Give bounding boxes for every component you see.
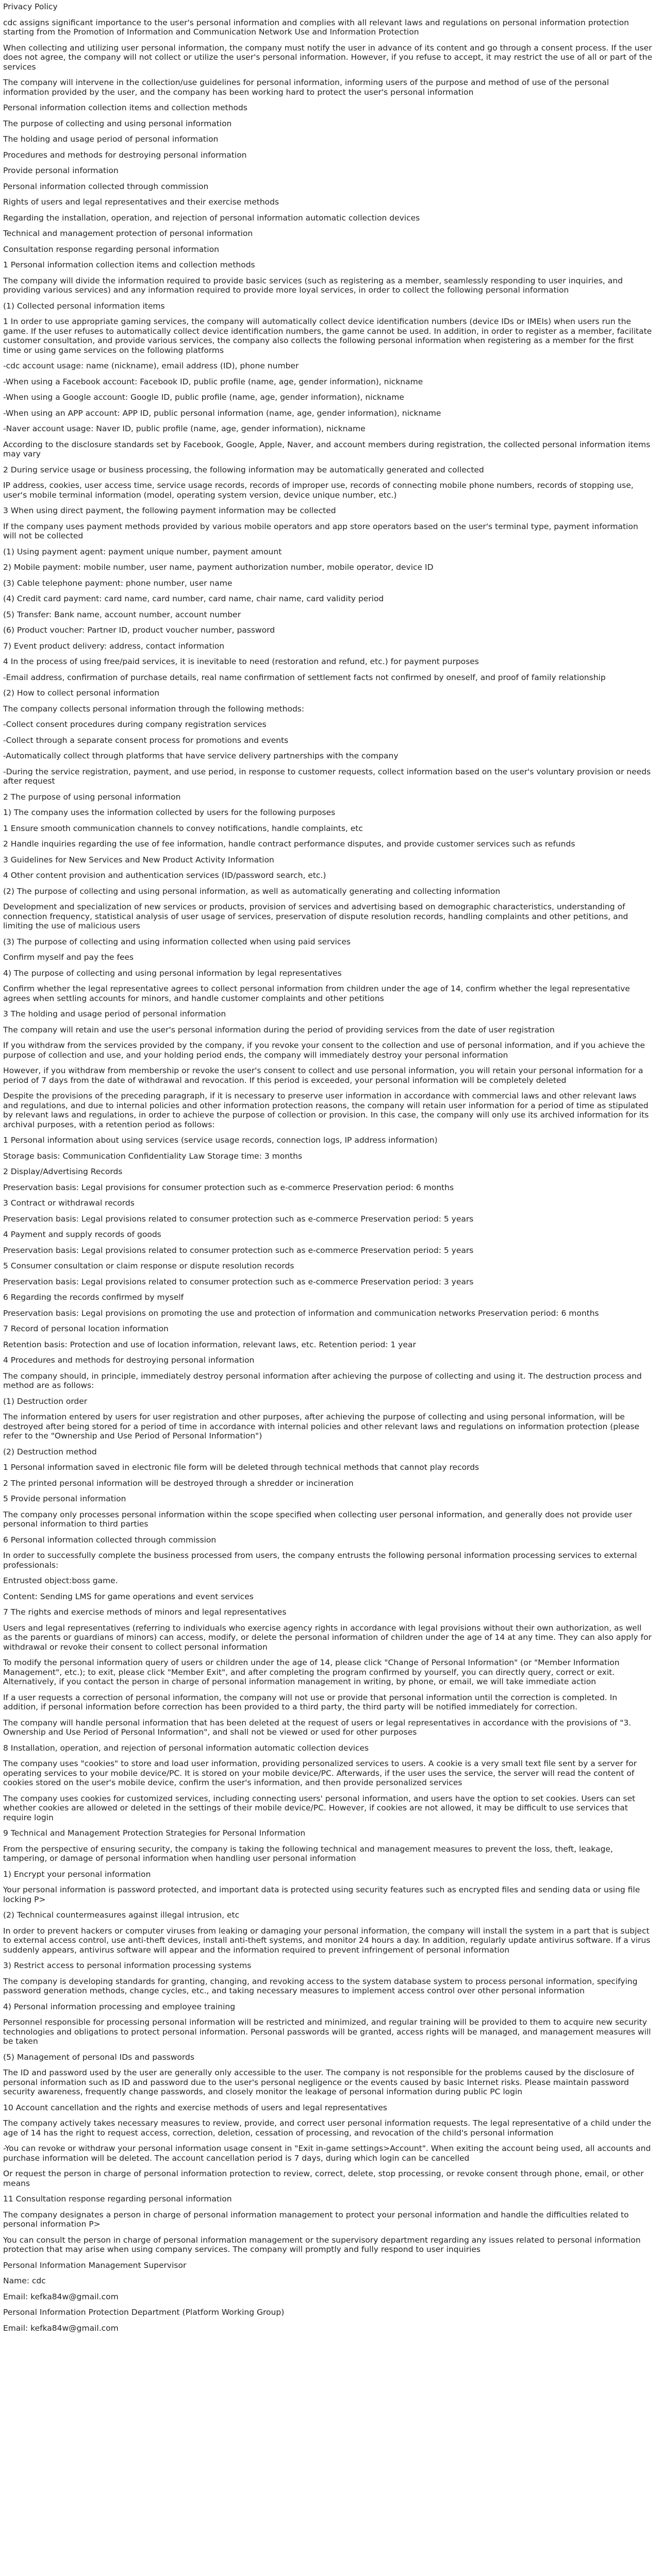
policy-paragraph: 7 Record of personal location information <box>3 1324 169 1333</box>
policy-paragraph: (3) Cable telephone payment: phone number, user name <box>3 578 233 588</box>
policy-paragraph: Or request the person in charge of personal information protection to review, correct, delete, stop processing, or revoke consent through phone, email, or other means <box>3 2169 644 2188</box>
policy-paragraph: Storage basis: Communication Confidentiality Law Storage time: 3 months <box>3 1151 303 1161</box>
policy-paragraph: Preservation basis: Legal provisions related to consumer protection such as e-commerce Preservation period: 5 years <box>3 1214 474 1224</box>
policy-paragraph: In order to successfully complete the business processed from users, the company entrusts the following personal information processing services to external professionals: <box>3 1551 637 1570</box>
policy-paragraph: 2 The purpose of using personal information <box>3 792 181 802</box>
policy-paragraph: -When using a Google account: Google ID, public profile (name, age, gender information), nickname <box>3 393 404 402</box>
policy-paragraph: Preservation basis: Legal provisions related to consumer protection such as e-commerce Preservation period: 3 years <box>3 1277 474 1286</box>
policy-paragraph: (3) The purpose of collecting and using information collected when using paid services <box>3 937 351 946</box>
policy-paragraph: 2 Handle inquiries regarding the use of fee information, handle contract performance disputes, and provide customer services such as refunds <box>3 839 575 849</box>
policy-paragraph: 2 Display/Advertising Records <box>3 1167 123 1176</box>
policy-paragraph: 10 Account cancellation and the rights and exercise methods of users and legal representatives <box>3 2103 387 2112</box>
policy-paragraph: 3 Contract or withdrawal records <box>3 1198 135 1208</box>
policy-paragraph: 6 Personal information collected through commission <box>3 1535 217 1545</box>
policy-paragraph: The purpose of collecting and using personal information <box>3 118 232 128</box>
policy-paragraph: 4 Procedures and methods for destroying personal information <box>3 1355 255 1365</box>
policy-paragraph: cdc assigns significant importance to the user's personal information and complies with all relevant laws and regulations on personal information protection starting from the Promotion of Information and Communication Network Use and Information Protection <box>3 18 629 37</box>
policy-paragraph: Name: cdc <box>3 2276 46 2285</box>
policy-paragraph: Content: Sending LMS for game operations and event services <box>3 1591 254 1601</box>
policy-paragraph: Personal information collection items and collection methods <box>3 103 247 112</box>
policy-paragraph: -You can revoke or withdraw your personal information usage consent in "Exit in-game settings>Account". When exiting the account being used, all accounts and purchase information will be deleted. The account cancellation period is 7 days, during which login can be cancelled <box>3 2144 651 2163</box>
policy-paragraph: 1 Personal information saved in electronic file form will be deleted through technical methods that cannot play records <box>3 1463 479 1472</box>
policy-paragraph: -Automatically collect through platforms that have service delivery partnerships with the company <box>3 751 399 760</box>
policy-paragraph: The company actively takes necessary measures to review, provide, and correct user personal information requests. The legal representative of a child under the age of 14 has the right to request access, correction, deletion, cessation of processing, and revocation of the child's personal information <box>3 2119 652 2138</box>
policy-paragraph: Users and legal representatives (referring to individuals who exercise agency rights in accordance with legal provisions without their own authorization, as well as the parents or guardians of minors) can access, modify, or delete the personal information of children under the age of 14 at any time. They can also apply for withdrawal or revoke their consent to collect personal information <box>3 1623 652 1652</box>
policy-paragraph: Personnel responsible for processing personal information will be restricted and minimized, and regular training will be provided to them to acquire new security technologies and obligations to protect personal information. Personal passwords will be granted, access rights will be managed, and management measures will be taken <box>3 2018 651 2046</box>
policy-paragraph: Confirm whether the legal representative agrees to collect personal information from children under the age of 14, confirm whether the legal representative agrees when settling accounts for minors, and handle customer complaints and other petitions <box>3 984 630 1003</box>
policy-paragraph: Email: kefka84w@gmail.com <box>3 2323 119 2333</box>
policy-paragraph: The holding and usage period of personal information <box>3 134 219 144</box>
policy-paragraph: 3 Guidelines for New Services and New Product Activity Information <box>3 855 274 865</box>
policy-paragraph: 7 The rights and exercise methods of minors and legal representatives <box>3 1607 287 1617</box>
policy-paragraph: In order to prevent hackers or computer viruses from leaking or damaging your personal information, the company will install the system in a part that is subject to external access control, use anti-theft devices, install anti-theft systems, and monitor 24 hours a day. In addition, regularly update antivirus software. If a virus suddenly appears, antivirus software will appear and the information required to prevent infringement of personal information <box>3 1926 651 1955</box>
policy-paragraph: Rights of users and legal representatives and their exercise methods <box>3 197 279 207</box>
policy-paragraph: -When using an APP account: APP ID, public personal information (name, age, gender information), nickname <box>3 408 441 418</box>
policy-paragraph: 7) Event product delivery: address, contact information <box>3 641 225 651</box>
policy-paragraph: To modify the personal information query of users or children under the age of 14, please click "Change of Personal Information" (or "Member Information Management", etc.); to exit, please click "Member Exit", and after completing the program confirmed by yourself, you can directly query, correct or exit. Alternatively, if you contact the person in charge of personal information management in writing, by phone, or email, we will take immediate action <box>3 1658 620 1686</box>
policy-paragraph: (2) How to collect personal information <box>3 688 160 698</box>
policy-paragraph: 2) Mobile payment: mobile number, user name, payment authorization number, mobile operator, device ID <box>3 563 434 572</box>
policy-paragraph: 11 Consultation response regarding personal information <box>3 2194 232 2204</box>
policy-paragraph: 3 The holding and usage period of personal information <box>3 1009 226 1019</box>
policy-paragraph: -Collect consent procedures during company registration services <box>3 720 267 729</box>
policy-paragraph: (1) Destruction order <box>3 1396 88 1406</box>
policy-paragraph: Personal Information Protection Department (Platform Working Group) <box>3 2308 285 2317</box>
policy-paragraph: 4 Payment and supply records of goods <box>3 1230 161 1239</box>
policy-paragraph: The company collects personal information through the following methods: <box>3 704 305 714</box>
policy-paragraph: Despite the provisions of the preceding paragraph, if it is necessary to preserve user information in accordance with commercial laws and other relevant laws and regulations, and due to internal policies and other information protection reasons, the company will retain user information for a period of time as stipulated by relevant laws and regulations, in order to achieve the purpose of collection or provision. In this case, the company will only use its archived information for its archival purposes, with a retention period as follows: <box>3 1091 649 1129</box>
policy-paragraph: The company uses "cookies" to store and load user information, providing personalized services to users. A cookie is a very small text file sent by a server for operating services to your mobile device/PC. It is stored on your mobile device/PC. Afterwards, if the user uses the service, the server will read the content of cookies stored on the user's mobile device, confirm the user's information, and then provide personalized services <box>3 1759 637 1787</box>
policy-paragraph: Preservation basis: Legal provisions related to consumer protection such as e-commerce Preservation period: 5 years <box>3 1245 474 1255</box>
policy-paragraph: -cdc account usage: name (nickname), email address (ID), phone number <box>3 361 299 370</box>
policy-paragraph: 1) Encrypt your personal information <box>3 1869 151 1879</box>
policy-paragraph: (2) Destruction method <box>3 1447 97 1456</box>
policy-paragraph: Email: kefka84w@gmail.com <box>3 2292 119 2301</box>
policy-paragraph: You can consult the person in charge of personal information management or the supervisory department regarding any issues related to personal information protection that may arise when using company services. The company will promptly and fully respond to user inquiries <box>3 2235 641 2254</box>
policy-paragraph: The company will retain and use the user's personal information during the period of providing services from the date of user registration <box>3 1025 555 1035</box>
policy-paragraph: The company designates a person in charge of personal information management to protect your personal information and handle the difficulties related to personal information P> <box>3 2210 629 2229</box>
policy-paragraph: Personal information collected through commission <box>3 181 209 191</box>
policy-paragraph: -Email address, confirmation of purchase details, real name confirmation of settlement facts not confirmed by oneself, and proof of family relationship <box>3 672 606 682</box>
policy-paragraph: 6 Regarding the records confirmed by myself <box>3 1293 184 1302</box>
policy-paragraph: However, if you withdraw from membership or revoke the user's consent to collect and use personal information, you will retain your personal information for a period of 7 days from the date of withdrawal and revocation. If this period is exceeded, your personal information will be completely deleted <box>3 1066 643 1085</box>
policy-paragraph: 2 During service usage or business processing, the following information may be automatically generated and collected <box>3 465 484 474</box>
policy-paragraph: 1 Personal information about using services (service usage records, connection logs, IP address information) <box>3 1136 438 1145</box>
policy-paragraph: Confirm myself and pay the fees <box>3 953 134 962</box>
policy-paragraph: Preservation basis: Legal provisions on promoting the use and protection of information and communication networks Preservation period: 6 months <box>3 1308 599 1318</box>
policy-paragraph: Development and specialization of new services or products, provision of services and advertising based on demographic characteristics, understanding of connection frequency, statistical analysis of user usage of services, preservation of dispute resolution records, handling complaints and other petitions, and limiting the use of malicious users <box>3 902 628 930</box>
policy-paragraph: The company will intervene in the collection/use guidelines for personal information, informing users of the purpose and method of use of the personal information provided by the user, and the company has been working hard to protect the user's personal information <box>3 78 609 97</box>
policy-paragraph: The company is developing standards for granting, changing, and revoking access to the system database system to process personal information, specifying password generation methods, change cycles, etc., and taking necessary measures to implement access control over other personal information <box>3 1976 638 1995</box>
policy-paragraph: 1 Personal information collection items and collection methods <box>3 260 255 269</box>
policy-paragraph: -During the service registration, payment, and use period, in response to customer requests, collect information based on the user's voluntary provision or needs after request <box>3 767 651 786</box>
policy-paragraph: 4) The purpose of collecting and using personal information by legal representatives <box>3 968 342 978</box>
policy-paragraph: 1) The company uses the information collected by users for the following purposes <box>3 808 336 817</box>
policy-paragraph: According to the disclosure standards set by Facebook, Google, Apple, Naver, and account members during registration, the collected personal information items may vary <box>3 439 651 459</box>
policy-paragraph: 4) Personal information processing and employee training <box>3 2002 236 2011</box>
policy-paragraph: IP address, cookies, user access time, service usage records, records of improper use, records of connecting mobile phone numbers, records of stopping use, user's mobile terminal information (model, operating system version, device unique number, etc.) <box>3 481 634 500</box>
policy-paragraph: The company only processes personal information within the scope specified when collecting user personal information, and generally does not provide user personal information to third parties <box>3 1510 633 1529</box>
policy-paragraph: (4) Credit card payment: card name, card number, card name, chair name, card validity period <box>3 594 384 603</box>
policy-paragraph: Consultation response regarding personal information <box>3 244 219 254</box>
policy-paragraph: Procedures and methods for destroying personal information <box>3 150 247 160</box>
policy-paragraph: If a user requests a correction of personal information, the company will not use or provide that personal information until the correction is completed. In addition, if personal information before correction has been provided to a third party, the third party will be notified immediately for correction. <box>3 1692 618 1711</box>
policy-paragraph: Your personal information is password protected, and important data is protected using security features such as encrypted files and sending data or using file locking P> <box>3 1885 640 1904</box>
policy-paragraph: 5 Consumer consultation or claim response or dispute resolution records <box>3 1261 294 1270</box>
policy-paragraph: 4 In the process of using free/paid services, it is inevitable to need (restoration and refund, etc.) for payment purposes <box>3 657 479 666</box>
policy-paragraph: 1 In order to use appropriate gaming services, the company will automatically collect device identification numbers (device IDs or IMEIs) when users run the game. If the user refuses to automatically collect device identification numbers, the game cannot be used. In addition, in order to register as a member, facilitate customer consultation, and provide various services, the company also collects the following personal information when registering as a member for the first time or using game services on the following platforms <box>3 317 652 355</box>
policy-paragraph: Preservation basis: Legal provisions for consumer protection such as e-commerce Preservation period: 6 months <box>3 1182 454 1192</box>
policy-paragraph: -Collect through a separate consent process for promotions and events <box>3 735 289 745</box>
policy-paragraph: 9 Technical and Management Protection Strategies for Personal Information <box>3 1828 306 1838</box>
policy-paragraph: When collecting and utilizing user personal information, the company must notify the user in advance of its content and go through a consent process. If the user does not agree, the company will not collect or utilize the user's personal information. However, if you refuse to accept, it may restrict the use of all or part of the services <box>3 43 652 72</box>
policy-paragraph: Personal Information Management Supervisor <box>3 2260 187 2270</box>
policy-paragraph: The ID and password used by the user are generally only accessible to the user. The company is not responsible for the problems caused by the disclosure of personal information such as ID and password due to the user's personal negligence or the events caused by basic Internet risks. Please maintain password security awareness, frequently change passwords, and closely monitor the leakage of personal information during public PC login <box>3 2068 634 2096</box>
policy-paragraph: -Naver account usage: Naver ID, public profile (name, age, gender information), nickname <box>3 424 366 433</box>
policy-paragraph: Technical and management protection of personal information <box>3 229 253 238</box>
policy-paragraph: (1) Using payment agent: payment unique number, payment amount <box>3 547 282 556</box>
policy-paragraph: (5) Transfer: Bank name, account number, account number <box>3 609 241 619</box>
page-title: Privacy Policy <box>3 2 58 11</box>
policy-paragraph: -When using a Facebook account: Facebook ID, public profile (name, age, gender information), nickname <box>3 377 423 386</box>
policy-paragraph: 1 Ensure smooth communication channels to convey notifications, handle complaints, etc <box>3 823 363 833</box>
policy-paragraph: Retention basis: Protection and use of location information, relevant laws, etc. Retention period: 1 year <box>3 1340 416 1349</box>
policy-paragraph: (1) Collected personal information items <box>3 301 165 311</box>
policy-paragraph: Provide personal information <box>3 166 119 175</box>
policy-paragraph: (2) The purpose of collecting and using personal information, as well as automatically generating and collecting information <box>3 886 501 896</box>
policy-paragraph: If the company uses payment methods provided by various mobile operators and app store operators based on the user's terminal type, payment information will not be collected <box>3 521 638 540</box>
policy-paragraph: 5 Provide personal information <box>3 1494 126 1503</box>
policy-paragraph: (5) Management of personal IDs and passwords <box>3 2052 194 2062</box>
policy-paragraph: 2 The printed personal information will be destroyed through a shredder or incineration <box>3 1478 354 1488</box>
policy-paragraph: 3) Restrict access to personal information processing systems <box>3 1961 252 1970</box>
policy-paragraph: (6) Product voucher: Partner ID, product voucher number, password <box>3 625 275 635</box>
policy-paragraph: Entrusted object:boss game. <box>3 1576 118 1585</box>
policy-paragraph: (2) Technical countermeasures against illegal intrusion, etc <box>3 1910 240 1920</box>
policy-paragraph: 4 Other content provision and authentication services (ID/password search, etc.) <box>3 871 326 880</box>
policy-paragraph: The company will handle personal information that has been deleted at the request of users or legal representatives in accordance with the provisions of "3. Ownership and Use Period of Personal Information", and shall not be viewed or used for other purposes <box>3 1718 632 1737</box>
policy-paragraph: The company uses cookies for customized services, including connecting users' personal information, and users have the option to set cookies. Users can set whether cookies are allowed or deleted in the settings of their mobile device/PC. However, if cookies are not allowed, it may be difficult to use services that require login <box>3 1793 636 1822</box>
policy-paragraph: 3 When using direct payment, the following payment information may be collected <box>3 506 336 515</box>
policy-paragraph: The company will divide the information required to provide basic services (such as registering as a member, seamlessly responding to user inquiries, and providing various services) and any information required to provide more loyal services, in order to collect the following personal information <box>3 276 623 295</box>
policy-paragraph: 8 Installation, operation, and rejection of personal information automatic collection devices <box>3 1743 369 1753</box>
policy-paragraph: The company should, in principle, immediately destroy personal information after achieving the purpose of collecting and using it. The destruction process and method are as follows: <box>3 1371 642 1390</box>
policy-paragraph: If you withdraw from the services provided by the company, if you revoke your consent to the collection and use of personal information, and if you achieve the purpose of collection and use, and your holding period ends, the company will immediately destroy your personal information <box>3 1041 645 1060</box>
policy-paragraph: The information entered by users for user registration and other purposes, after achieving the purpose of collecting and using personal information, will be destroyed after being stored for a period of time in accordance with internal policies and other relevant laws and regulations on information protection (please refer to the "Ownership and Use Period of Personal Information") <box>3 1412 640 1440</box>
policy-paragraph: Regarding the installation, operation, and rejection of personal information automatic collection devices <box>3 213 420 223</box>
policy-paragraph: From the perspective of ensuring security, the company is taking the following technical and management measures to prevent the loss, theft, leakage, tampering, or damage of personal information when handling user personal information <box>3 1844 613 1863</box>
